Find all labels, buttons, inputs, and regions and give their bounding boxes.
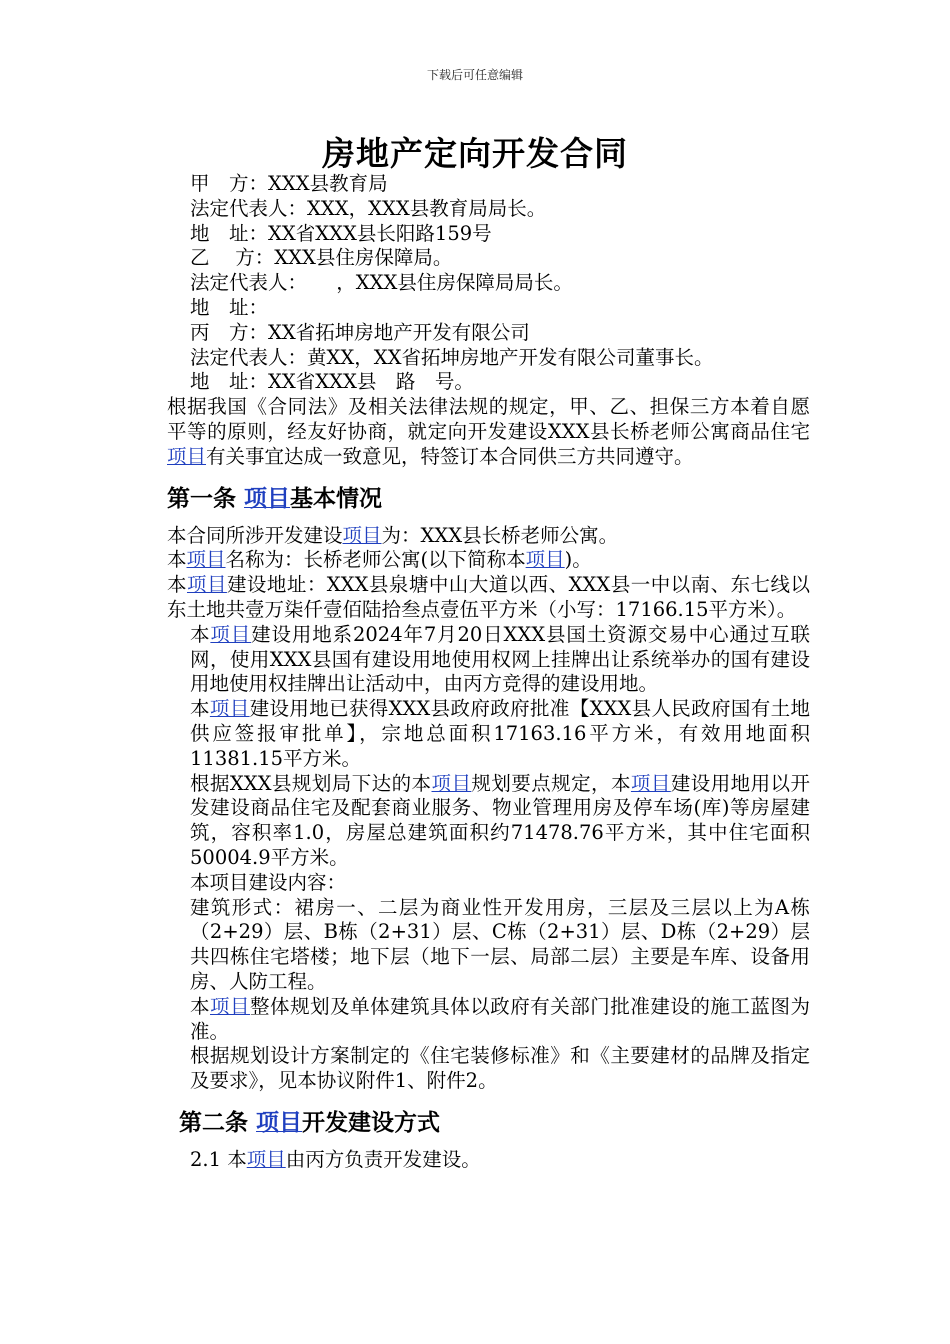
project-link[interactable]: 项目 — [186, 548, 226, 572]
contract-body — [145, 172, 810, 1173]
para-text: 本合同所涉开发建设 — [167, 523, 343, 547]
preamble-text-b: 有关事宜达成一致意见，特签订本合同供三方共同遵守。 — [206, 444, 694, 468]
article-2-title: 开发建设方式 — [302, 1108, 441, 1136]
article-1-para-10: 根据规划设计方案制定的《住宅装修标准》和《主要建材的品牌及指定及要求》，见本协议附件1、附件2。 — [190, 1044, 810, 1093]
project-link[interactable]: 项目 — [342, 523, 382, 547]
project-link[interactable]: 项目 — [209, 697, 250, 721]
para-text: 建设用地用以开发建设商品住宅及配套商业服务、物业管理用房及停车场(库)等房屋建筑，容积率1.0，房屋总建筑面积约71478.76平方米，其中住宅面积50004.9平方米。 — [190, 771, 810, 869]
party-c-line: 丙 方：XX省拓坤房地产开发有限公司 — [190, 320, 530, 344]
article-2-number: 第二条 — [179, 1108, 257, 1136]
article-1-title: 基本情况 — [290, 484, 383, 512]
para-text: 本 — [167, 573, 187, 597]
article-1-para-8: 建筑形式：裙房一、二层为商业性开发用房，三层及三层以上为A栋（2+29）层、B栋（2+31）层、C栋（2+31）层、D栋（2+29）层共四栋住宅塔楼；地下层（地下一层、局部二层）主要是车库、设备用房、人防工程。 — [190, 895, 810, 993]
article-1-para-9 — [145, 995, 810, 1045]
party-a-rep-line: 法定代表人：XXX，XXX县教育局局长。 — [190, 196, 547, 220]
project-link[interactable]: 项目 — [256, 1108, 303, 1136]
para-text: 建设用地已获得XXX县政府政府批准【XXX县人民政府国有土地供应签报审批单】，宗地总面积17163.16平方米，有效用地面积11381.15平方米。 — [190, 697, 810, 770]
article-1-heading — [145, 484, 810, 514]
article-1-number: 第一条 — [167, 484, 245, 512]
party-b-address-line: 地 址： — [190, 295, 269, 319]
article-1-para-4 — [145, 623, 810, 697]
para-text: 为：XXX县长桥老师公寓。 — [381, 523, 619, 547]
preamble-paragraph — [145, 395, 810, 469]
para-text: 规划要点规定，本 — [471, 771, 631, 795]
article-1-para-5 — [145, 697, 810, 771]
project-link[interactable]: 项目 — [525, 548, 565, 572]
article-1-para-3 — [145, 573, 810, 623]
contract-title: 房地产定向开发合同 — [322, 134, 628, 173]
project-link[interactable]: 项目 — [167, 444, 207, 468]
party-b-rep-line: 法定代表人： ，XXX县住房保障局局长。 — [190, 271, 573, 295]
article-2-heading — [145, 1108, 810, 1138]
preamble-text-a: 根据我国《合同法》及相关法律法规的规定，甲、乙、担保三方本着自愿平等的原则，经友好协商，就定向开发建设XXX县长桥老师公寓商品住宅 — [167, 395, 810, 443]
para-text: 本 — [190, 994, 211, 1018]
para-text: 本 — [167, 548, 187, 572]
party-b-line: 乙 方：XXX县住房保障局。 — [190, 246, 453, 270]
article-1-para-7: 本项目建设内容： — [190, 870, 347, 894]
project-link[interactable]: 项目 — [246, 1147, 286, 1171]
project-link[interactable]: 项目 — [431, 771, 472, 795]
para-text: 本 — [190, 622, 211, 646]
party-c-address-line: 地 址：XX省XXX县 路 号。 — [190, 370, 474, 394]
para-text: 建设地址：XXX县泉塘中山大道以西、XXX县一中以南、东七线以东土地共壹万柒仟壹佰陆拾叁点壹伍平方米（小写：17166.15平方米）。 — [167, 573, 810, 621]
project-link[interactable]: 项目 — [186, 573, 227, 597]
para-text: 建设用地系2024年7月20日XXX县国土资源交易中心通过互联网，使用XXX县国有建设用地使用权网上挂牌出让系统举办的国有建设用地使用权挂牌出让活动中，由丙方竞得的建设用地。 — [190, 622, 810, 696]
article-1-para-2 — [145, 548, 810, 573]
party-c-rep-line: 法定代表人：黄XX，XX省拓坤房地产开发有限公司董事长。 — [190, 345, 714, 369]
article-2-para-1 — [145, 1148, 810, 1173]
party-a-address-line: 地 址：XX省XXX县长阳路159号 — [190, 221, 492, 245]
page-header: 下载后可任意编辑 — [426, 68, 523, 82]
para-text: 2.1 本 — [190, 1147, 247, 1171]
para-text: 根据XXX县规划局下达的本 — [190, 771, 432, 795]
project-link[interactable]: 项目 — [210, 622, 252, 646]
article-1-para-6 — [145, 772, 810, 871]
project-link[interactable]: 项目 — [630, 771, 671, 795]
para-text: )。 — [564, 548, 592, 572]
project-link[interactable]: 项目 — [244, 484, 291, 512]
para-text: 整体规划及单体建筑具体以政府有关部门批准建设的施工蓝图为准。 — [190, 994, 810, 1043]
project-link[interactable]: 项目 — [210, 994, 251, 1018]
parties-block — [145, 172, 810, 395]
party-a-line: 甲 方：XXX县教育局 — [190, 172, 388, 195]
para-text: 本 — [190, 697, 210, 721]
para-text: 由丙方负责开发建设。 — [285, 1147, 481, 1171]
para-text: 名称为：长桥老师公寓(以下简称本 — [225, 548, 526, 572]
article-1-para-1 — [145, 524, 810, 549]
